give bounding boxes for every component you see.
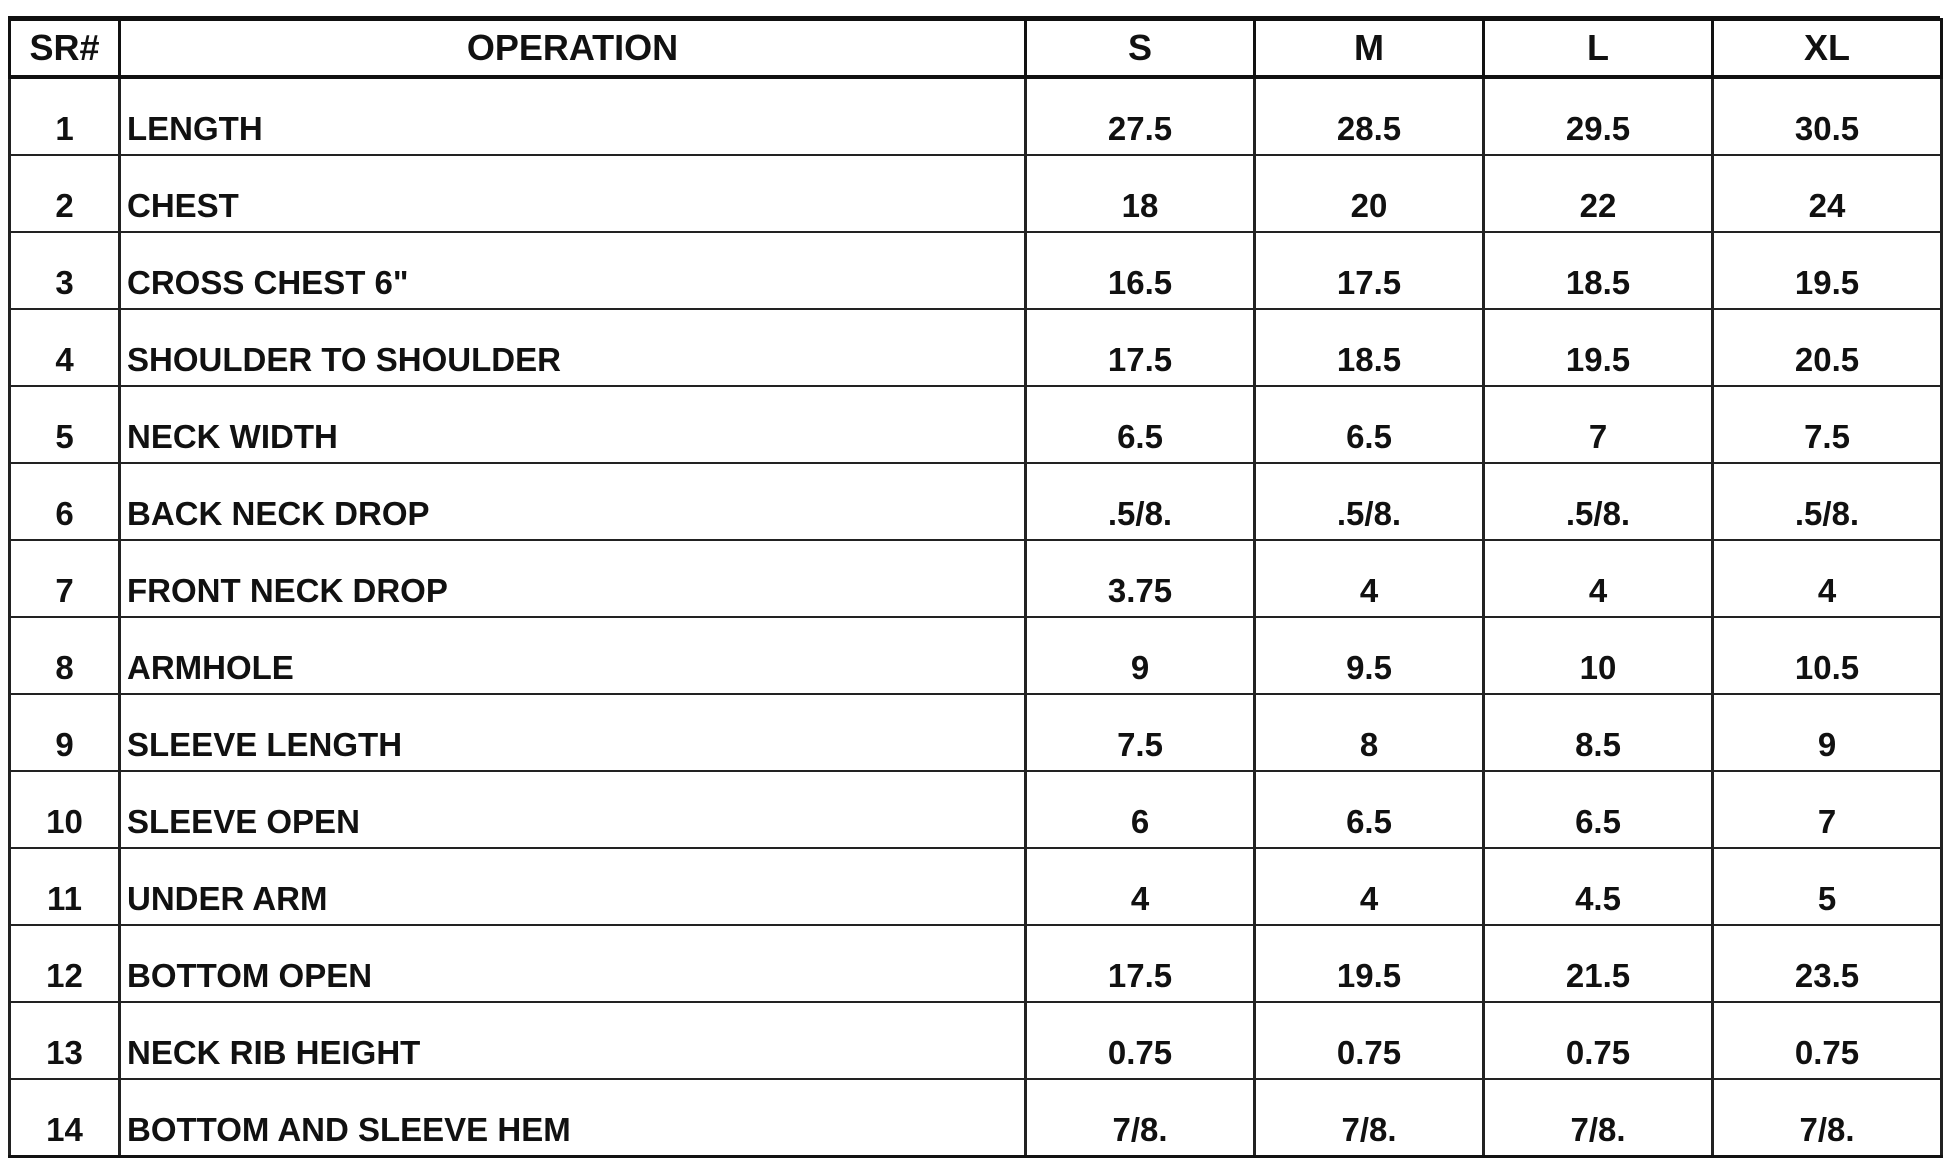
size-xl-cell: 7 [1713, 771, 1942, 848]
table-row [10, 463, 1942, 540]
size-xl-cell: .5/8. [1713, 463, 1942, 540]
operation-cell: NECK RIB HEIGHT [120, 1002, 1026, 1079]
size-m-cell: 7/8. [1255, 1079, 1484, 1157]
size-xl-cell: 9 [1713, 694, 1942, 771]
size-s-cell: 4 [1026, 848, 1255, 925]
size-l-cell: 10 [1484, 617, 1713, 694]
size-m-cell: 19.5 [1255, 925, 1484, 1002]
size-m-cell: 0.75 [1255, 1002, 1484, 1079]
size-s-cell: 3.75 [1026, 540, 1255, 617]
sr-cell: 9 [10, 694, 120, 771]
table-row [10, 540, 1942, 617]
size-xl-cell: 24 [1713, 155, 1942, 232]
size-m-cell: .5/8. [1255, 463, 1484, 540]
size-m-cell: 9.5 [1255, 617, 1484, 694]
table-row [10, 77, 1942, 155]
size-xl-cell: 19.5 [1713, 232, 1942, 309]
size-s-cell: 6 [1026, 771, 1255, 848]
header-size-s: S [1026, 20, 1255, 78]
table-body [10, 77, 1942, 1157]
size-xl-cell: 10.5 [1713, 617, 1942, 694]
size-m-cell: 8 [1255, 694, 1484, 771]
header-size-m: M [1255, 20, 1484, 78]
size-l-cell: 19.5 [1484, 309, 1713, 386]
operation-cell: NECK WIDTH [120, 386, 1026, 463]
sr-cell: 7 [10, 540, 120, 617]
sr-cell: 13 [10, 1002, 120, 1079]
table-row [10, 925, 1942, 1002]
table-row [10, 232, 1942, 309]
size-m-cell: 18.5 [1255, 309, 1484, 386]
size-xl-cell: 7.5 [1713, 386, 1942, 463]
sr-cell: 8 [10, 617, 120, 694]
operation-cell: UNDER ARM [120, 848, 1026, 925]
size-xl-cell: 23.5 [1713, 925, 1942, 1002]
size-l-cell: 22 [1484, 155, 1713, 232]
sr-cell: 2 [10, 155, 120, 232]
size-l-cell: 8.5 [1484, 694, 1713, 771]
sr-cell: 1 [10, 77, 120, 155]
size-xl-cell: 20.5 [1713, 309, 1942, 386]
size-l-cell: 0.75 [1484, 1002, 1713, 1079]
sr-cell: 4 [10, 309, 120, 386]
operation-cell: LENGTH [120, 77, 1026, 155]
size-s-cell: 9 [1026, 617, 1255, 694]
sr-cell: 12 [10, 925, 120, 1002]
size-s-cell: 7.5 [1026, 694, 1255, 771]
sr-cell: 5 [10, 386, 120, 463]
sr-cell: 10 [10, 771, 120, 848]
size-l-cell: .5/8. [1484, 463, 1713, 540]
size-m-cell: 6.5 [1255, 386, 1484, 463]
size-xl-cell: 5 [1713, 848, 1942, 925]
size-l-cell: 7 [1484, 386, 1713, 463]
table-header [10, 20, 1942, 78]
table-row [10, 694, 1942, 771]
size-s-cell: 17.5 [1026, 309, 1255, 386]
table-row [10, 1002, 1942, 1079]
size-m-cell: 17.5 [1255, 232, 1484, 309]
sr-cell: 14 [10, 1079, 120, 1157]
size-s-cell: 16.5 [1026, 232, 1255, 309]
table-row [10, 155, 1942, 232]
size-m-cell: 28.5 [1255, 77, 1484, 155]
size-s-cell: 18 [1026, 155, 1255, 232]
operation-cell: SLEEVE OPEN [120, 771, 1026, 848]
size-m-cell: 6.5 [1255, 771, 1484, 848]
header-size-xl: XL [1713, 20, 1942, 78]
operation-cell: FRONT NECK DROP [120, 540, 1026, 617]
size-m-cell: 4 [1255, 848, 1484, 925]
size-s-cell: 0.75 [1026, 1002, 1255, 1079]
size-s-cell: 27.5 [1026, 77, 1255, 155]
operation-cell: ARMHOLE [120, 617, 1026, 694]
sr-cell: 11 [10, 848, 120, 925]
header-sr: SR# [10, 20, 120, 78]
operation-cell: BOTTOM AND SLEEVE HEM [120, 1079, 1026, 1157]
sr-cell: 6 [10, 463, 120, 540]
header-size-l: L [1484, 20, 1713, 78]
operation-cell: BOTTOM OPEN [120, 925, 1026, 1002]
sr-cell: 3 [10, 232, 120, 309]
header-operation: OPERATION [120, 20, 1026, 78]
size-l-cell: 6.5 [1484, 771, 1713, 848]
size-s-cell: 6.5 [1026, 386, 1255, 463]
size-xl-cell: 7/8. [1713, 1079, 1942, 1157]
header-row [10, 20, 1942, 78]
size-s-cell: 7/8. [1026, 1079, 1255, 1157]
table-row [10, 309, 1942, 386]
size-l-cell: 4.5 [1484, 848, 1713, 925]
size-l-cell: 29.5 [1484, 77, 1713, 155]
measurement-table [8, 18, 1943, 1158]
size-m-cell: 4 [1255, 540, 1484, 617]
size-xl-cell: 0.75 [1713, 1002, 1942, 1079]
table-row [10, 771, 1942, 848]
operation-cell: BACK NECK DROP [120, 463, 1026, 540]
size-s-cell: .5/8. [1026, 463, 1255, 540]
table-row [10, 386, 1942, 463]
table-row [10, 1079, 1942, 1157]
size-l-cell: 7/8. [1484, 1079, 1713, 1157]
size-m-cell: 20 [1255, 155, 1484, 232]
size-xl-cell: 30.5 [1713, 77, 1942, 155]
size-s-cell: 17.5 [1026, 925, 1255, 1002]
size-l-cell: 18.5 [1484, 232, 1713, 309]
operation-cell: CROSS CHEST 6" [120, 232, 1026, 309]
operation-cell: CHEST [120, 155, 1026, 232]
size-l-cell: 4 [1484, 540, 1713, 617]
operation-cell: SHOULDER TO SHOULDER [120, 309, 1026, 386]
table-row [10, 617, 1942, 694]
table-row [10, 848, 1942, 925]
size-xl-cell: 4 [1713, 540, 1942, 617]
size-l-cell: 21.5 [1484, 925, 1713, 1002]
operation-cell: SLEEVE LENGTH [120, 694, 1026, 771]
